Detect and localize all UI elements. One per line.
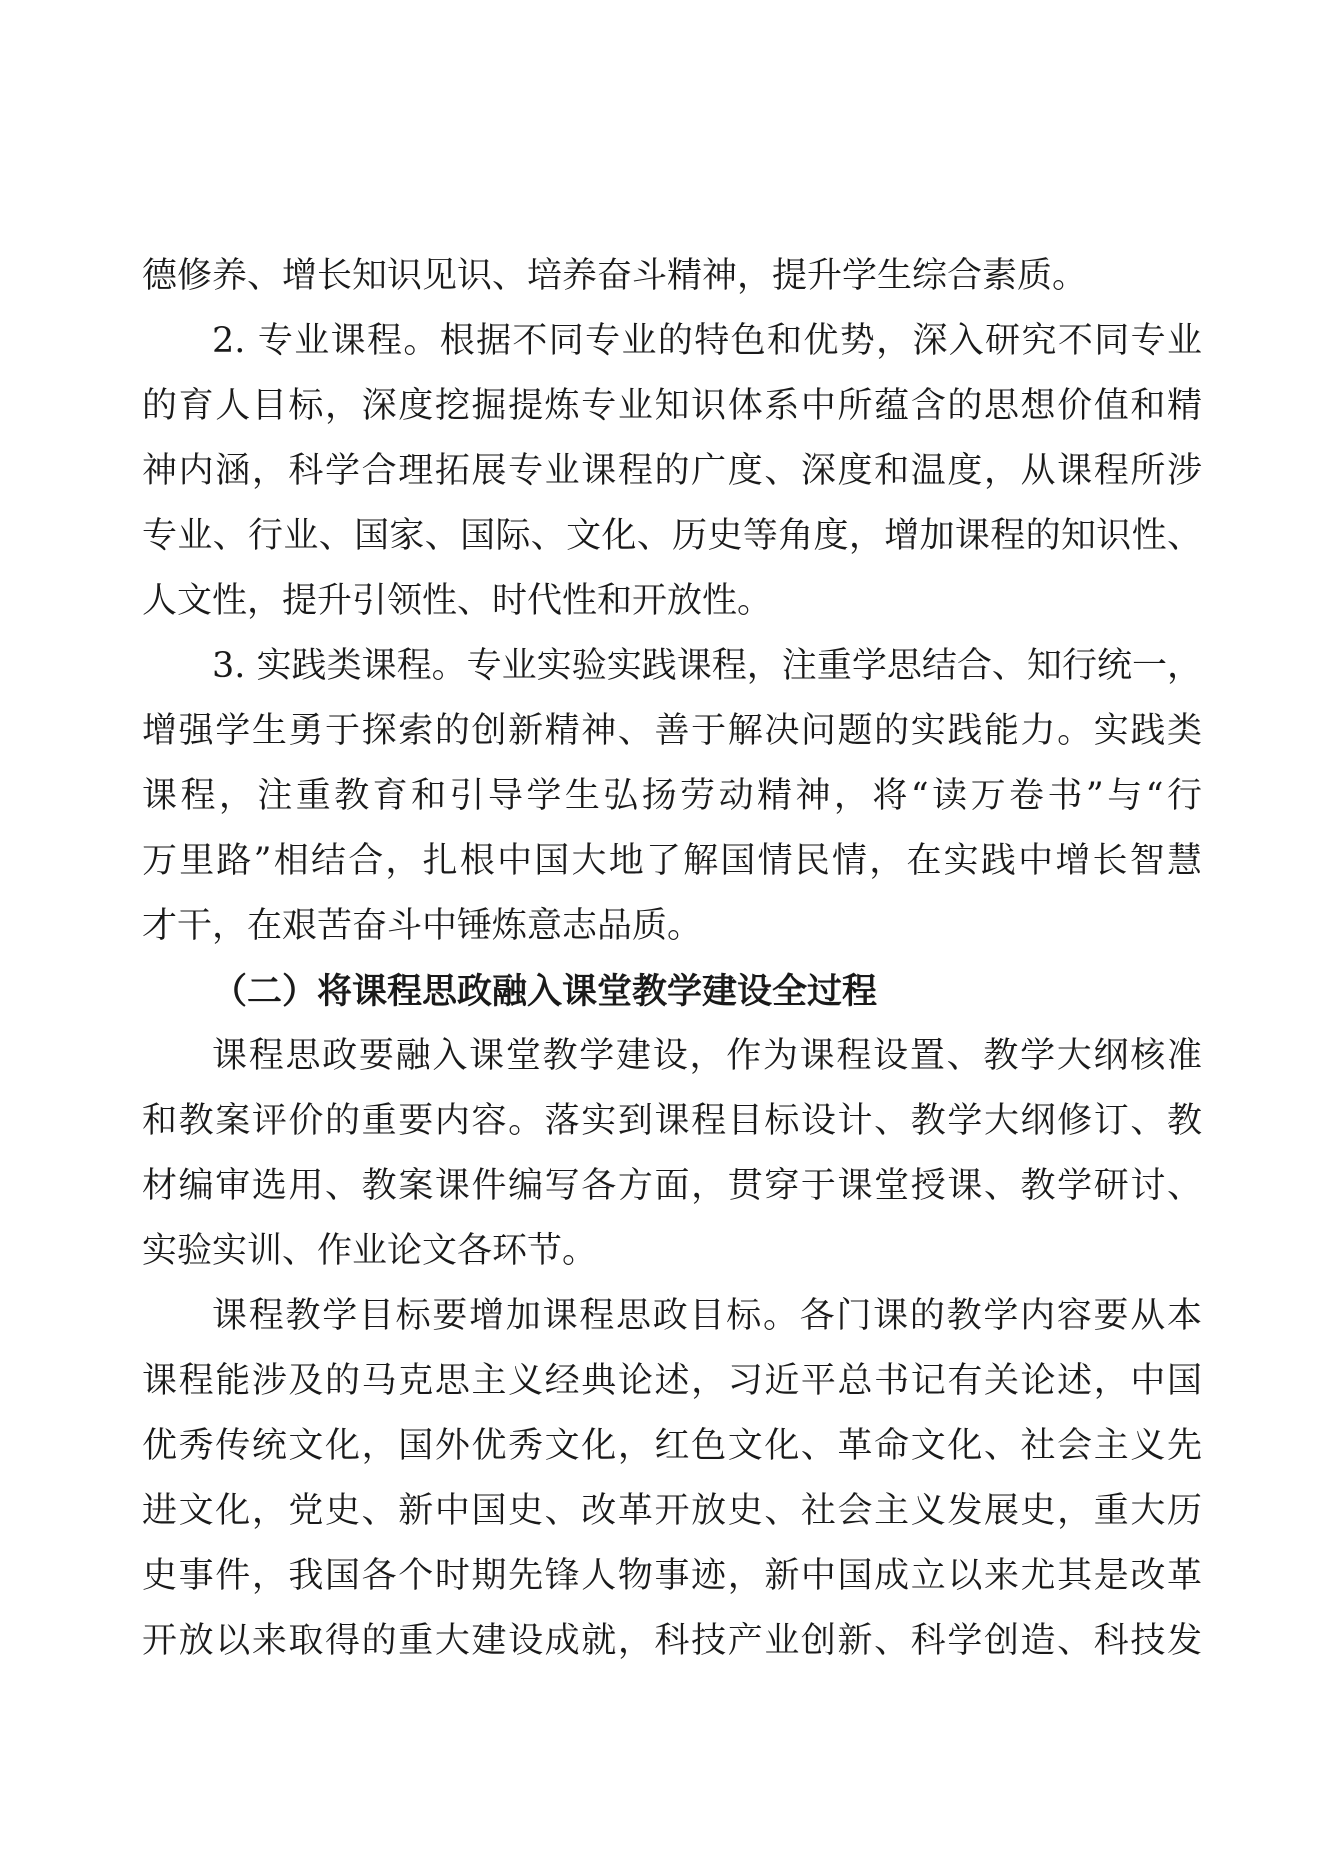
- text-line: 的育人目标，深度挖掘提炼专业知识体系中所蕴含的思想价值和精: [142, 386, 1202, 426]
- text-line: 2. 专业课程。根据不同专业的特色和优势，深入研究不同专业: [212, 321, 1202, 361]
- text-line: 史事件，我国各个时期先锋人物事迹，新中国成立以来尤其是改革: [142, 1556, 1202, 1596]
- text-line: 课程教学目标要增加课程思政目标。各门课的教学内容要从本: [212, 1296, 1202, 1336]
- text-line: 3. 实践类课程。专业实验实践课程，注重学思结合、知行统一，: [212, 646, 1202, 686]
- text-line: 人文性，提升引领性、时代性和开放性。: [142, 581, 773, 621]
- section-heading: （二）将课程思政融入课堂教学建设全过程: [212, 971, 878, 1012]
- text-line: 优秀传统文化，国外优秀文化，红色文化、革命文化、社会主义先: [142, 1426, 1202, 1466]
- text-line: 课程能涉及的马克思主义经典论述，习近平总书记有关论述，中国: [142, 1361, 1202, 1401]
- text-line: 实验实训、作业论文各环节。: [142, 1231, 598, 1271]
- document-body: [142, 244, 1202, 1674]
- text-line: 课程思政要融入课堂教学建设，作为课程设置、教学大纲核准: [212, 1036, 1202, 1076]
- text-line: 进文化，党史、新中国史、改革开放史、社会主义发展史，重大历: [142, 1491, 1202, 1531]
- text-line: 课程，注重教育和引导学生弘扬劳动精神，将“读万卷书”与“行: [142, 776, 1202, 816]
- text-line: 才干，在艰苦奋斗中锤炼意志品质。: [142, 906, 703, 946]
- text-line: 德修养、增长知识见识、培养奋斗精神，提升学生综合素质。: [142, 256, 1088, 296]
- text-line: 增强学生勇于探索的创新精神、善于解决问题的实践能力。实践类: [142, 711, 1202, 751]
- text-line: 开放以来取得的重大建设成就，科技产业创新、科学创造、科技发: [142, 1621, 1202, 1661]
- text-line: 材编审选用、教案课件编写各方面，贯穿于课堂授课、教学研讨、: [142, 1166, 1202, 1206]
- text-line: 和教案评价的重要内容。落实到课程目标设计、教学大纲修订、教: [142, 1101, 1202, 1141]
- text-line: 万里路”相结合，扎根中国大地了解国情民情，在实践中增长智慧: [142, 841, 1202, 881]
- text-line: 专业、行业、国家、国际、文化、历史等角度，增加课程的知识性、: [142, 516, 1202, 556]
- text-line: 神内涵，科学合理拓展专业课程的广度、深度和温度，从课程所涉: [142, 451, 1202, 491]
